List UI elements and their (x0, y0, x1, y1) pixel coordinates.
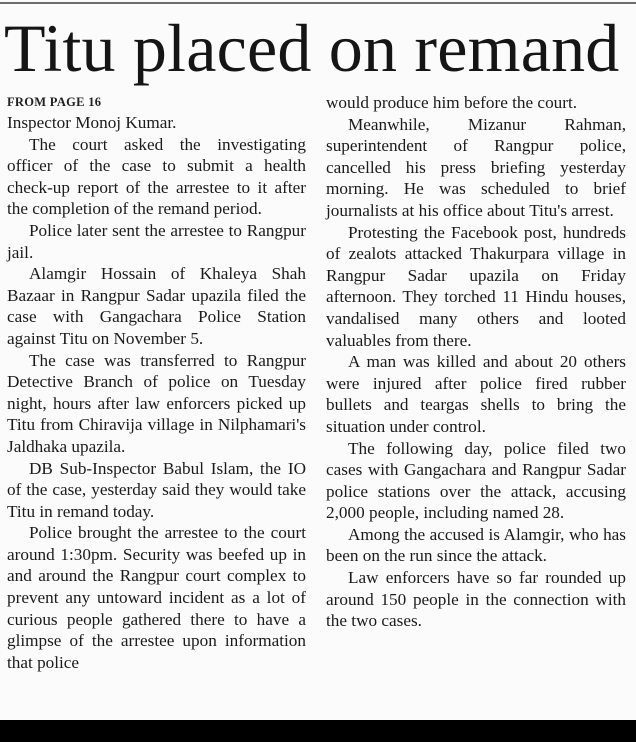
paragraph: A man was killed and about 20 others were injured after police fired rubber bullets and teargas shells to bring the situation under control. (326, 352, 626, 436)
paragraph: Law enforcers have so far rounded up around 150 people in the connection with the two cases. (326, 568, 626, 631)
paragraph: Meanwhile, Mizanur Rahman, superintendent of Rangpur police, cancelled his press briefing yesterday morning. He was scheduled to brief journalists at his office about Titu's arrest. (326, 114, 626, 220)
headline: Titu placed on remand (4, 10, 620, 86)
continuation-kicker: FROM PAGE 16 (7, 95, 102, 109)
top-rule (0, 2, 636, 4)
right-column (326, 92, 626, 632)
paragraph: Police brought the arrestee to the court around 1:30pm. Security was beefed up in and around the Rangpur court complex to prevent any untoward incident as a lot of curious people gathered there to have a glimpse of the arrestee upon information that police (7, 523, 306, 672)
paragraph: The court asked the investigating officer of the case to submit a health check-up report of the arrestee to it after the completion of the remand period. (7, 134, 306, 219)
paragraph: Protesting the Facebook post, hundreds of zealots attacked Thakurpara village in Rangpur Sadar upazila on Friday afternoon. They torched 11 Hindu houses, vandalised many others and looted valuables from there. (326, 222, 626, 350)
paragraph: would produce him before the court. (326, 93, 578, 112)
paragraph: Inspector Monoj Kumar. (7, 113, 177, 132)
paragraph: Alamgir Hossain of Khaleya Shah Bazaar in Rangpur Sadar upazila filed the case with Gangachara Police Station against Titu on November 5. (7, 264, 306, 348)
paragraph: Police later sent the arrestee to Rangpur jail. (7, 220, 306, 262)
paragraph: Among the accused is Alamgir, who has been on the run since the attack. (326, 524, 626, 566)
left-column (7, 92, 306, 673)
paragraph: The following day, police filed two cases with Gangachara and Rangpur Sadar police stations over the attack, accusing 2,000 people, including named 28. (326, 438, 626, 523)
paragraph: The case was transferred to Rangpur Detective Branch of police on Tuesday night, hours after law enforcers picked up Titu from Chiravija village in Nilphamari's Jaldhaka upazila. (7, 350, 306, 456)
paragraph: DB Sub-Inspector Babul Islam, the IO of the case, yesterday said they would take Titu in remand today. (7, 458, 306, 521)
